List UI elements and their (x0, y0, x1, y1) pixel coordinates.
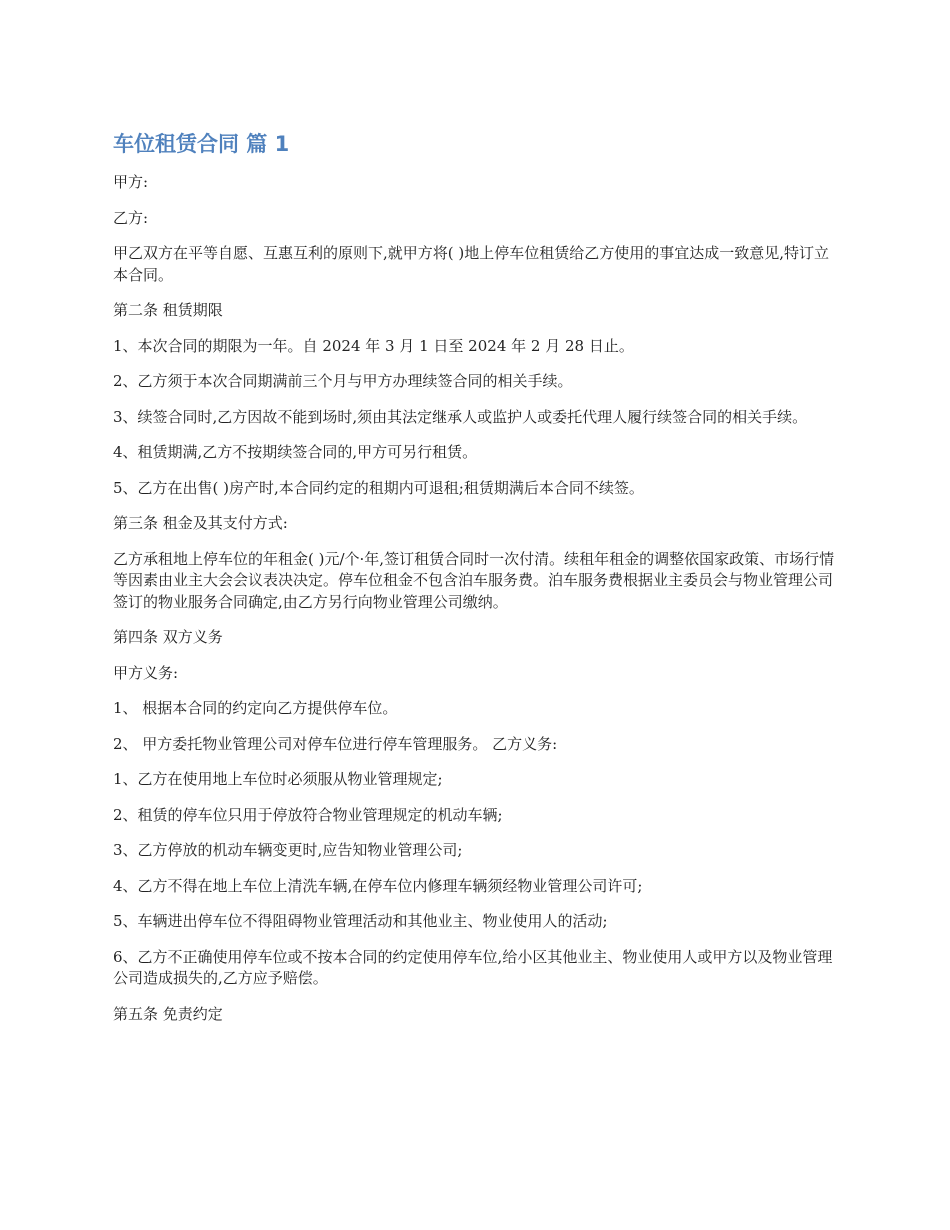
party-a-obligation-1: 1、 根据本合同的约定向乙方提供停车位。 (113, 699, 398, 717)
clause-2-5: 5、乙方在出售( )房产时,本合同约定的租期内可退租;租赁期满后本合同不续签。 (113, 478, 644, 497)
party-b-obligation-4: 4、乙方不得在地上车位上清洗车辆,在停车位内修理车辆须经物业管理公司许可; (113, 876, 643, 895)
section-heading-article-4: 第四条 双方义务 (113, 628, 223, 646)
party-a-line: 甲方: (113, 173, 149, 191)
party-b-obligation-3: 3、乙方停放的机动车辆变更时,应告知物业管理公司; (113, 841, 463, 859)
clause-2-2: 2、乙方须于本次合同期满前三个月与甲方办理续签合同的相关手续。 (113, 372, 573, 390)
section-heading-article-2: 第二条 租赁期限 (113, 301, 223, 319)
section-heading-article-5: 第五条 免责约定 (113, 1004, 223, 1023)
preamble-paragraph: 甲乙双方在平等自愿、互惠互利的原则下,就甲方将( )地上停车位租赁给乙方使用的事宜达成一致意见,特订立本合同。 (113, 244, 830, 284)
document-page (113, 128, 840, 1039)
clause-2-4: 4、租赁期满,乙方不按期续签合同的,甲方可另行租赁。 (113, 443, 478, 461)
party-b-obligation-5: 5、车辆进出停车位不得阻碍物业管理活动和其他业主、物业使用人的活动; (113, 912, 608, 930)
clause-2-1: 1、本次合同的期限为一年。自 2024 年 3 月 1 日至 2024 年 2 月 28 日止。 (113, 336, 634, 355)
party-b-line: 乙方: (113, 208, 149, 227)
party-b-obligation-2: 2、租赁的停车位只用于停放符合物业管理规定的机动车辆; (113, 805, 503, 824)
document-title: 车位租赁合同 篇 1 (113, 132, 290, 156)
clause-2-3: 3、续签合同时,乙方因故不能到场时,须由其法定继承人或监护人或委托代理人履行续签合同的相关手续。 (113, 407, 808, 426)
section-heading-article-3: 第三条 租金及其支付方式: (113, 514, 288, 532)
party-a-obligations-heading: 甲方义务: (113, 663, 179, 682)
party-a-obligation-2: 2、 甲方委托物业管理公司对停车位进行停车管理服务。 乙方义务: (113, 734, 558, 753)
rent-payment-paragraph: 乙方承租地上停车位的年租金( )元/个·年,签订租赁合同时一次付清。续租年租金的调整依国家政策、市场行情等因素由业主大会会议表决决定。停车位租金不包含泊车服务费。泊车服务费根据业主委员会与物业管理公司签订的物业服务合同确定,由乙方另行向物业管理公司缴纳。 (113, 549, 835, 611)
party-b-obligation-1: 1、乙方在使用地上车位时必须服从物业管理规定; (113, 770, 443, 788)
party-b-obligation-6: 6、乙方不正确使用停车位或不按本合同的约定使用停车位,给小区其他业主、物业使用人或甲方以及物业管理公司造成损失的,乙方应予赔偿。 (113, 947, 833, 987)
